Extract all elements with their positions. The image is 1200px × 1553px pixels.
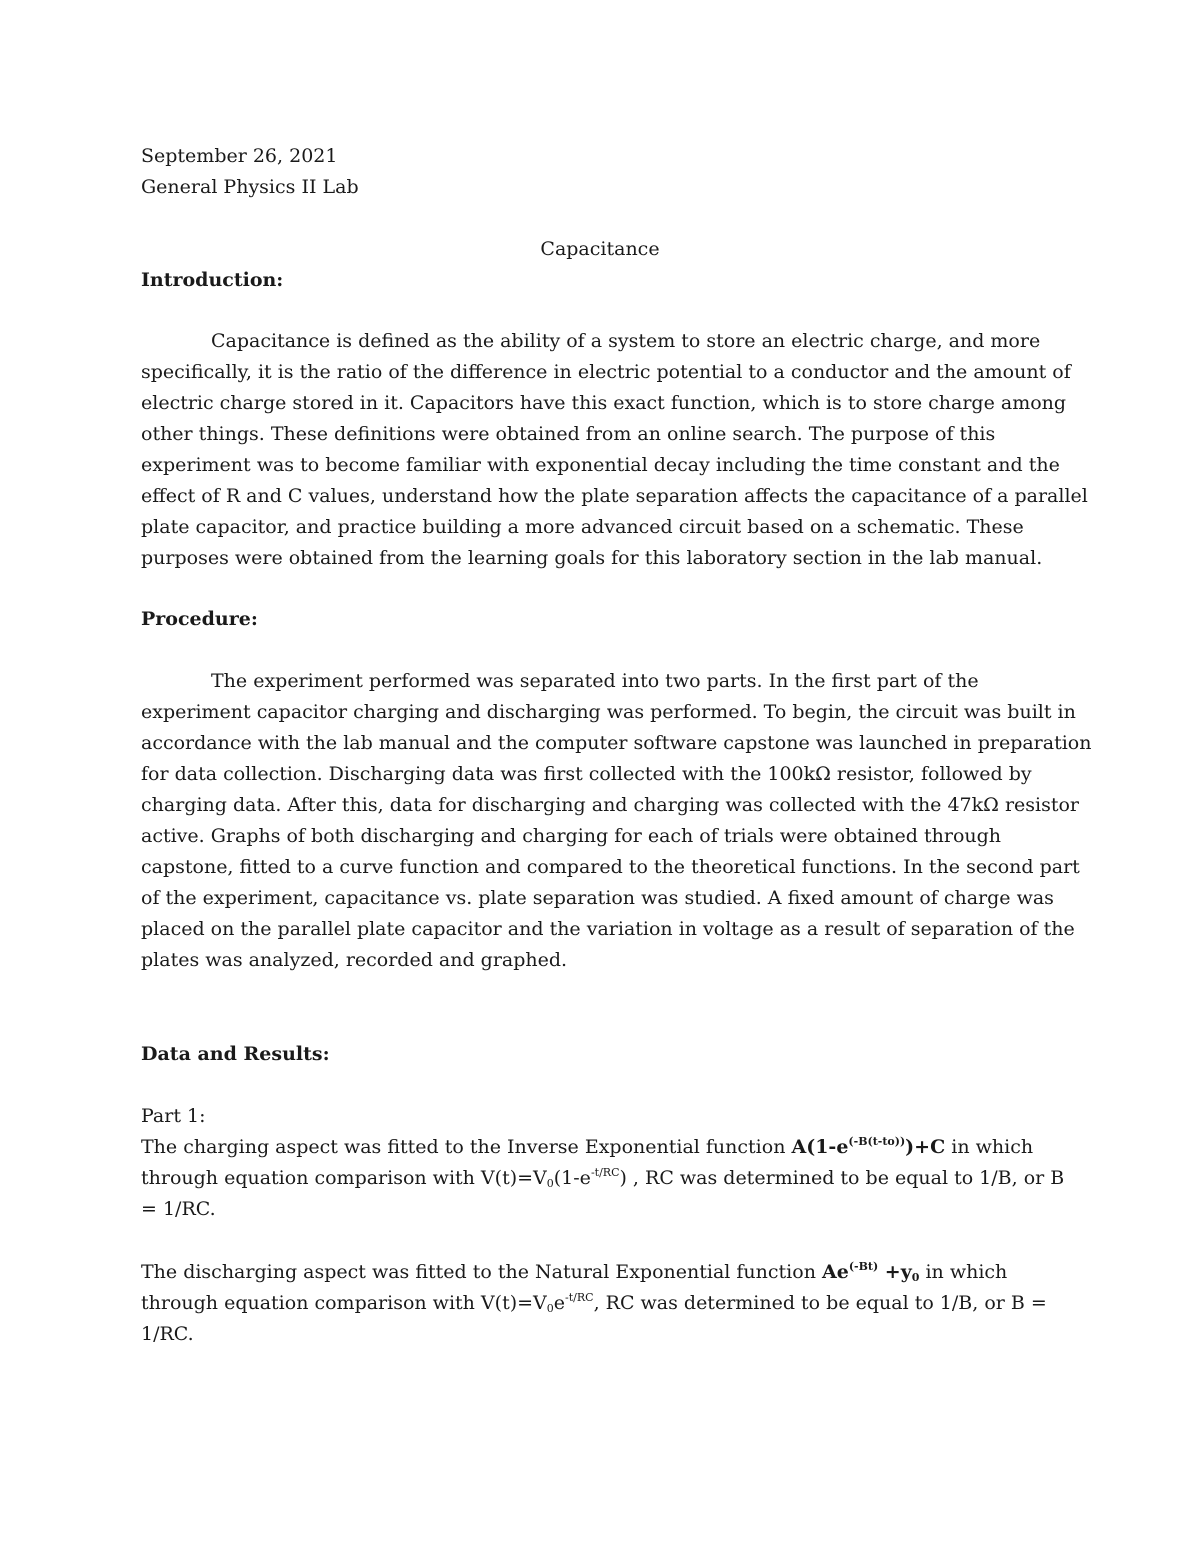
intro-line: Capacitance is defined as the ability of a system to store an electric charge, and more <box>211 330 1041 352</box>
discharging-text: The discharging aspect was fitted to the Natural Exponential function <box>141 1261 822 1283</box>
results-heading: Data and Results: <box>141 1043 330 1065</box>
discharging-text-after: in which <box>919 1261 1008 1283</box>
procedure-line: active. Graphs of both discharging and charging for each of trials were obtained through <box>141 825 1002 847</box>
equation-text: e <box>553 1292 566 1314</box>
equation-text: through equation comparison with V(t)=V <box>141 1167 547 1189</box>
intro-line: specifically, it is the ratio of the difference in electric potential to a conductor and the amount of <box>141 361 1071 383</box>
discharging-line-2 <box>141 1288 1047 1319</box>
function-base: A(1-e <box>791 1136 849 1158</box>
equation-text: , RC was determined to be equal to 1/B, or B = <box>593 1292 1047 1314</box>
part-label: Part 1: <box>141 1105 206 1127</box>
function-mid: +y <box>878 1261 912 1283</box>
document-title: Capacitance <box>540 238 660 260</box>
procedure-heading: Procedure: <box>141 608 258 630</box>
procedure-line: plates was analyzed, recorded and graphed. <box>141 949 568 971</box>
superscript: -t/RC <box>565 1291 594 1304</box>
intro-line: effect of R and C values, understand how the plate separation affects the capacitance of a parallel <box>141 485 1088 507</box>
procedure-line: for data collection. Discharging data was first collected with the 100kΩ resistor, followed by <box>141 763 1032 785</box>
charging-function <box>791 1136 945 1158</box>
equation-text: (1-e <box>553 1167 591 1189</box>
procedure-line: accordance with the lab manual and the computer software capstone was launched in preparation <box>141 732 1092 754</box>
intro-line: electric charge stored in it. Capacitors have this exact function, which is to store charge among <box>141 392 1067 414</box>
equation-text: through equation comparison with V(t)=V <box>141 1292 547 1314</box>
charging-line-2 <box>141 1163 1064 1194</box>
function-exponent: (-Bt) <box>848 1260 879 1273</box>
subscript: 0 <box>911 1271 920 1284</box>
charging-line-1 <box>141 1132 1033 1163</box>
function-end: )+C <box>905 1136 946 1158</box>
discharging-line-3: 1/RC. <box>141 1323 194 1345</box>
superscript: -t/RC <box>590 1166 620 1179</box>
discharging-line-1 <box>141 1257 1007 1288</box>
function-base: Ae <box>821 1261 849 1283</box>
procedure-line: experiment capacitor charging and discharging was performed. To begin, the circuit was built in <box>141 701 1076 723</box>
procedure-line: of the experiment, capacitance vs. plate separation was studied. A fixed amount of charge was <box>141 887 1054 909</box>
date-line: September 26, 2021 <box>141 145 338 167</box>
subscript: 0 <box>546 1302 554 1315</box>
charging-text: The charging aspect was fitted to the Inverse Exponential function <box>141 1136 792 1158</box>
intro-line: purposes were obtained from the learning goals for this laboratory section in the lab manual. <box>141 547 1043 569</box>
intro-line: plate capacitor, and practice building a more advanced circuit based on a schematic. These <box>141 516 1024 538</box>
introduction-heading: Introduction: <box>141 269 284 291</box>
charging-text-after: in which <box>945 1136 1034 1158</box>
charging-line-3: = 1/RC. <box>141 1198 216 1220</box>
procedure-line: capstone, fitted to a curve function and compared to the theoretical functions. In the second part <box>141 856 1080 878</box>
course-line: General Physics II Lab <box>141 176 359 198</box>
intro-line: other things. These definitions were obtained from an online search. The purpose of this <box>141 423 996 445</box>
procedure-line: charging data. After this, data for discharging and charging was collected with the 47kΩ resistor <box>141 794 1080 816</box>
subscript: 0 <box>546 1177 554 1190</box>
function-exponent: (-B(t-to)) <box>848 1135 906 1148</box>
equation-text: ) , RC was determined to be equal to 1/B, or B <box>619 1167 1065 1189</box>
discharging-function <box>822 1261 919 1283</box>
intro-line: experiment was to become familiar with exponential decay including the time constant and the <box>141 454 1060 476</box>
procedure-line: placed on the parallel plate capacitor and the variation in voltage as a result of separation of the <box>141 918 1075 940</box>
procedure-line: The experiment performed was separated into two parts. In the first part of the <box>211 670 979 692</box>
